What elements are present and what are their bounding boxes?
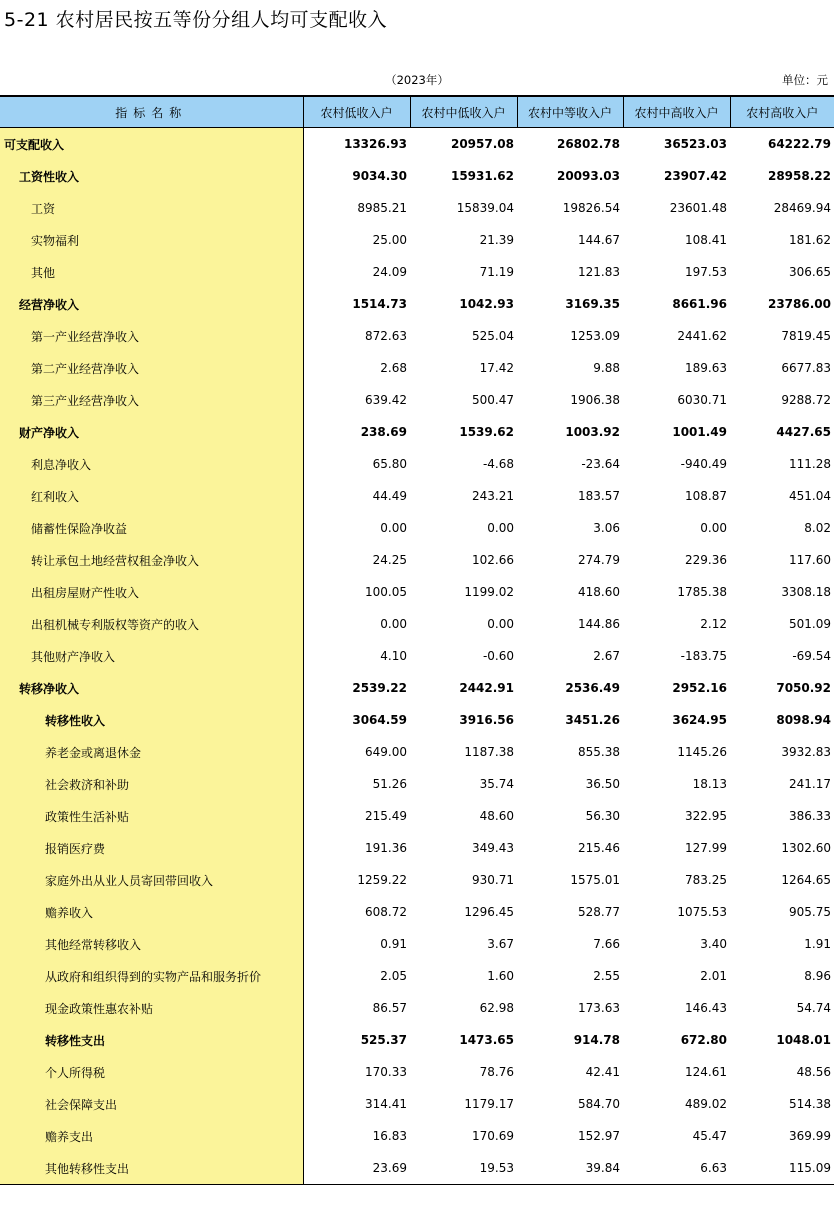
upper-middle-income-value: 2.12	[700, 617, 727, 631]
table-row	[0, 320, 834, 352]
lower-middle-income-value: -0.60	[482, 649, 514, 663]
low-income-value: 872.63	[365, 329, 407, 343]
indicator-name: 出租机械专利版权等资产的收入	[0, 608, 303, 640]
lower-middle-income-value: 35.74	[479, 777, 514, 791]
indicator-name: 实物福利	[0, 224, 303, 256]
indicator-name: 现金政策性惠农补贴	[0, 992, 303, 1024]
header-lower-middle-income: 农村中低收入户	[410, 96, 517, 128]
upper-middle-income-value: 23601.48	[669, 201, 727, 215]
middle-income-value: 39.84	[585, 1161, 620, 1175]
header-high-income: 农村高收入户	[730, 96, 834, 128]
middle-income-value: 152.97	[578, 1129, 620, 1143]
lower-middle-income-value: 15931.62	[450, 169, 514, 183]
low-income-value: 0.91	[380, 937, 407, 951]
page-title: 5-21 农村居民按五等份分组人均可支配收入	[4, 9, 388, 31]
middle-income-value: 121.83	[578, 265, 620, 279]
low-income-value: 65.80	[372, 457, 407, 471]
lower-middle-income-value: 2442.91	[459, 681, 514, 695]
low-income-value: 24.09	[372, 265, 407, 279]
lower-middle-income-value: 1199.02	[464, 585, 514, 599]
low-income-value: 51.26	[372, 777, 407, 791]
high-income-value: 451.04	[789, 489, 831, 503]
upper-middle-income-value: 108.87	[685, 489, 727, 503]
table-row	[0, 800, 834, 832]
indicator-name: 工资性收入	[0, 160, 303, 192]
middle-income-value: 20093.03	[556, 169, 620, 183]
table-row	[0, 864, 834, 896]
upper-middle-income-value: 1001.49	[672, 425, 727, 439]
middle-income-value: 584.70	[578, 1097, 620, 1111]
table-row	[0, 192, 834, 224]
indicator-name: 赡养收入	[0, 896, 303, 928]
table-row	[0, 736, 834, 768]
table-row	[0, 128, 834, 161]
low-income-value: 44.49	[372, 489, 407, 503]
indicator-name: 转移性收入	[0, 704, 303, 736]
low-income-value: 4.10	[380, 649, 407, 663]
high-income-value: 7050.92	[776, 681, 831, 695]
high-income-value: 9288.72	[781, 393, 831, 407]
indicator-name: 红利收入	[0, 480, 303, 512]
middle-income-value: 183.57	[578, 489, 620, 503]
middle-income-value: 3451.26	[565, 713, 620, 727]
high-income-value: 4427.65	[776, 425, 831, 439]
high-income-value: 8098.94	[776, 713, 831, 727]
indicator-name: 转移净收入	[0, 672, 303, 704]
upper-middle-income-value: 0.00	[700, 521, 727, 535]
indicator-name: 家庭外出从业人员寄回带回收入	[0, 864, 303, 896]
upper-middle-income-value: 1785.38	[677, 585, 727, 599]
lower-middle-income-value: 62.98	[479, 1001, 514, 1015]
lower-middle-income-value: 1187.38	[464, 745, 514, 759]
table-row	[0, 1088, 834, 1120]
middle-income-value: 144.86	[578, 617, 620, 631]
header-row	[0, 96, 834, 128]
upper-middle-income-value: 189.63	[685, 361, 727, 375]
upper-middle-income-value: 127.99	[685, 841, 727, 855]
middle-income-value: 19826.54	[562, 201, 620, 215]
middle-income-value: 914.78	[573, 1033, 620, 1047]
middle-income-value: 274.79	[578, 553, 620, 567]
low-income-value: 86.57	[372, 1001, 407, 1015]
lower-middle-income-value: 3.67	[487, 937, 514, 951]
upper-middle-income-value: 322.95	[685, 809, 727, 823]
upper-middle-income-value: 3624.95	[672, 713, 727, 727]
unit-label: 单位：元	[782, 73, 828, 87]
indicator-name: 可支配收入	[0, 128, 303, 161]
upper-middle-income-value: 45.47	[692, 1129, 727, 1143]
high-income-value: 115.09	[789, 1161, 831, 1175]
high-income-value: 64222.79	[767, 137, 831, 151]
high-income-value: 3308.18	[781, 585, 831, 599]
high-income-value: 501.09	[789, 617, 831, 631]
indicator-name: 其他	[0, 256, 303, 288]
indicator-name: 转移性支出	[0, 1024, 303, 1056]
low-income-value: 8985.21	[357, 201, 407, 215]
upper-middle-income-value: 1145.26	[677, 745, 727, 759]
indicator-name: 第三产业经营净收入	[0, 384, 303, 416]
table-row	[0, 384, 834, 416]
table-row	[0, 416, 834, 448]
indicator-name: 赡养支出	[0, 1120, 303, 1152]
lower-middle-income-value: 17.42	[479, 361, 514, 375]
middle-income-value: 2.67	[593, 649, 620, 663]
upper-middle-income-value: 23907.42	[663, 169, 727, 183]
low-income-value: 2539.22	[352, 681, 407, 695]
table-row	[0, 704, 834, 736]
upper-middle-income-value: 197.53	[685, 265, 727, 279]
table-body	[0, 128, 834, 1185]
table-row	[0, 544, 834, 576]
high-income-value: 28958.22	[767, 169, 831, 183]
lower-middle-income-value: 102.66	[472, 553, 514, 567]
table-row	[0, 1056, 834, 1088]
table-row	[0, 352, 834, 384]
lower-middle-income-value: 1296.45	[464, 905, 514, 919]
low-income-value: 16.83	[372, 1129, 407, 1143]
indicator-name: 社会保障支出	[0, 1088, 303, 1120]
indicator-name: 其他经常转移收入	[0, 928, 303, 960]
header-middle-income: 农村中等收入户	[517, 96, 623, 128]
high-income-value: 905.75	[789, 905, 831, 919]
lower-middle-income-value: 71.19	[479, 265, 514, 279]
low-income-value: 649.00	[365, 745, 407, 759]
low-income-value: 608.72	[365, 905, 407, 919]
table-row	[0, 1024, 834, 1056]
high-income-value: 7819.45	[781, 329, 831, 343]
low-income-value: 13326.93	[343, 137, 407, 151]
middle-income-value: 26802.78	[556, 137, 620, 151]
lower-middle-income-value: 0.00	[487, 617, 514, 631]
indicator-name: 财产净收入	[0, 416, 303, 448]
low-income-value: 3064.59	[352, 713, 407, 727]
lower-middle-income-value: 19.53	[479, 1161, 514, 1175]
upper-middle-income-value: 489.02	[685, 1097, 727, 1111]
high-income-value: 306.65	[789, 265, 831, 279]
table-row	[0, 1152, 834, 1185]
low-income-value: 23.69	[372, 1161, 407, 1175]
table-row	[0, 448, 834, 480]
upper-middle-income-value: 3.40	[700, 937, 727, 951]
indicator-name: 第二产业经营净收入	[0, 352, 303, 384]
high-income-value: 6677.83	[781, 361, 831, 375]
lower-middle-income-value: 15839.04	[456, 201, 514, 215]
upper-middle-income-value: 146.43	[685, 1001, 727, 1015]
upper-middle-income-value: 783.25	[685, 873, 727, 887]
low-income-value: 314.41	[365, 1097, 407, 1111]
lower-middle-income-value: 48.60	[479, 809, 514, 823]
high-income-value: 1264.65	[781, 873, 831, 887]
middle-income-value: 1575.01	[570, 873, 620, 887]
low-income-value: 0.00	[380, 617, 407, 631]
indicator-name: 工资	[0, 192, 303, 224]
indicator-name: 从政府和组织得到的实物产品和服务折价	[0, 960, 303, 992]
year-label: （2023年）	[385, 73, 449, 87]
header-low-income: 农村低收入户	[303, 96, 410, 128]
low-income-value: 238.69	[360, 425, 407, 439]
table-row	[0, 576, 834, 608]
indicator-name: 其他财产净收入	[0, 640, 303, 672]
upper-middle-income-value: 6.63	[700, 1161, 727, 1175]
upper-middle-income-value: 6030.71	[677, 393, 727, 407]
upper-middle-income-value: 229.36	[685, 553, 727, 567]
middle-income-value: 173.63	[578, 1001, 620, 1015]
lower-middle-income-value: 243.21	[472, 489, 514, 503]
middle-income-value: 56.30	[585, 809, 620, 823]
upper-middle-income-value: 2952.16	[672, 681, 727, 695]
low-income-value: 25.00	[372, 233, 407, 247]
upper-middle-income-value: -183.75	[680, 649, 727, 663]
high-income-value: 54.74	[796, 1001, 831, 1015]
middle-income-value: 3169.35	[565, 297, 620, 311]
lower-middle-income-value: 3916.56	[459, 713, 514, 727]
lower-middle-income-value: 1042.93	[459, 297, 514, 311]
middle-income-value: 1906.38	[570, 393, 620, 407]
high-income-value: 111.28	[789, 457, 831, 471]
lower-middle-income-value: -4.68	[482, 457, 514, 471]
header-upper-middle-income: 农村中高收入户	[623, 96, 730, 128]
lower-middle-income-value: 500.47	[472, 393, 514, 407]
upper-middle-income-value: 36523.03	[663, 137, 727, 151]
lower-middle-income-value: 21.39	[479, 233, 514, 247]
lower-middle-income-value: 170.69	[472, 1129, 514, 1143]
upper-middle-income-value: 8661.96	[672, 297, 727, 311]
high-income-value: 8.96	[804, 969, 831, 983]
table-row	[0, 992, 834, 1024]
high-income-value: 1.91	[804, 937, 831, 951]
indicator-name: 社会救济和补助	[0, 768, 303, 800]
indicator-name: 报销医疗费	[0, 832, 303, 864]
high-income-value: 241.17	[789, 777, 831, 791]
table-row	[0, 640, 834, 672]
high-income-value: 386.33	[789, 809, 831, 823]
upper-middle-income-value: -940.49	[680, 457, 727, 471]
upper-middle-income-value: 1075.53	[677, 905, 727, 919]
low-income-value: 2.05	[380, 969, 407, 983]
middle-income-value: 2536.49	[565, 681, 620, 695]
middle-income-value: 7.66	[593, 937, 620, 951]
lower-middle-income-value: 1179.17	[464, 1097, 514, 1111]
high-income-value: 23786.00	[767, 297, 831, 311]
low-income-value: 215.49	[365, 809, 407, 823]
high-income-value: 514.38	[789, 1097, 831, 1111]
low-income-value: 0.00	[380, 521, 407, 535]
high-income-value: 3932.83	[781, 745, 831, 759]
table-row	[0, 256, 834, 288]
middle-income-value: 36.50	[585, 777, 620, 791]
table-row	[0, 224, 834, 256]
high-income-value: 1302.60	[781, 841, 831, 855]
table-row	[0, 768, 834, 800]
upper-middle-income-value: 2441.62	[677, 329, 727, 343]
high-income-value: 181.62	[789, 233, 831, 247]
indicator-name: 其他转移性支出	[0, 1152, 303, 1185]
low-income-value: 639.42	[365, 393, 407, 407]
middle-income-value: 215.46	[578, 841, 620, 855]
indicator-name: 储蓄性保险净收益	[0, 512, 303, 544]
high-income-value: 1048.01	[776, 1033, 831, 1047]
table-row	[0, 608, 834, 640]
table-row	[0, 672, 834, 704]
low-income-value: 24.25	[372, 553, 407, 567]
low-income-value: 191.36	[365, 841, 407, 855]
upper-middle-income-value: 2.01	[700, 969, 727, 983]
low-income-value: 2.68	[380, 361, 407, 375]
indicator-name: 经营净收入	[0, 288, 303, 320]
lower-middle-income-value: 0.00	[487, 521, 514, 535]
indicator-name: 养老金或离退休金	[0, 736, 303, 768]
indicator-name: 第一产业经营净收入	[0, 320, 303, 352]
low-income-value: 170.33	[365, 1065, 407, 1079]
lower-middle-income-value: 349.43	[472, 841, 514, 855]
upper-middle-income-value: 108.41	[685, 233, 727, 247]
table-row	[0, 960, 834, 992]
table-row	[0, 288, 834, 320]
middle-income-value: 144.67	[578, 233, 620, 247]
high-income-value: 8.02	[804, 521, 831, 535]
table-row	[0, 896, 834, 928]
middle-income-value: 1003.92	[565, 425, 620, 439]
middle-income-value: 9.88	[593, 361, 620, 375]
low-income-value: 100.05	[365, 585, 407, 599]
table-row	[0, 512, 834, 544]
middle-income-value: 42.41	[585, 1065, 620, 1079]
middle-income-value: 1253.09	[570, 329, 620, 343]
low-income-value: 9034.30	[352, 169, 407, 183]
high-income-value: 48.56	[796, 1065, 831, 1079]
high-income-value: 117.60	[789, 553, 831, 567]
low-income-value: 1259.22	[357, 873, 407, 887]
lower-middle-income-value: 930.71	[472, 873, 514, 887]
high-income-value: 28469.94	[773, 201, 831, 215]
lower-middle-income-value: 1539.62	[459, 425, 514, 439]
table-row	[0, 832, 834, 864]
lower-middle-income-value: 78.76	[479, 1065, 514, 1079]
middle-income-value: -23.64	[581, 457, 620, 471]
low-income-value: 525.37	[360, 1033, 407, 1047]
middle-income-value: 2.55	[593, 969, 620, 983]
high-income-value: 369.99	[789, 1129, 831, 1143]
low-income-value: 1514.73	[352, 297, 407, 311]
upper-middle-income-value: 18.13	[692, 777, 727, 791]
table-row	[0, 160, 834, 192]
middle-income-value: 418.60	[578, 585, 620, 599]
lower-middle-income-value: 525.04	[472, 329, 514, 343]
middle-income-value: 855.38	[578, 745, 620, 759]
high-income-value: -69.54	[792, 649, 831, 663]
upper-middle-income-value: 124.61	[685, 1065, 727, 1079]
indicator-name: 个人所得税	[0, 1056, 303, 1088]
table-header	[0, 96, 834, 128]
table-row	[0, 480, 834, 512]
header-indicator-name: 指标名称	[0, 96, 303, 128]
income-table	[0, 95, 834, 1185]
lower-middle-income-value: 1473.65	[459, 1033, 514, 1047]
lower-middle-income-value: 20957.08	[450, 137, 514, 151]
lower-middle-income-value: 1.60	[487, 969, 514, 983]
indicator-name: 利息净收入	[0, 448, 303, 480]
middle-income-value: 528.77	[578, 905, 620, 919]
indicator-name: 转让承包土地经营权租金净收入	[0, 544, 303, 576]
table-row	[0, 928, 834, 960]
indicator-name: 出租房屋财产性收入	[0, 576, 303, 608]
indicator-name: 政策性生活补贴	[0, 800, 303, 832]
upper-middle-income-value: 672.80	[680, 1033, 727, 1047]
middle-income-value: 3.06	[593, 521, 620, 535]
table-row	[0, 1120, 834, 1152]
